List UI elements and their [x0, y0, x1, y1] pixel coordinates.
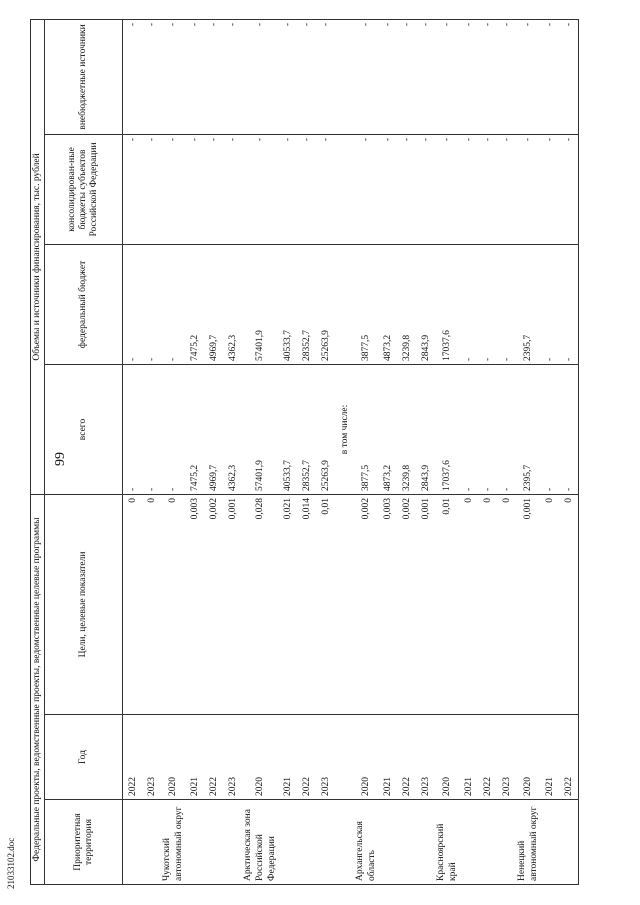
table-row [185, 19, 204, 884]
regional-budget-cell: - [559, 134, 579, 244]
federal-budget-cell: - [142, 244, 161, 364]
regional-budget-cell: - [204, 134, 223, 244]
regional-budget-cell: - [497, 134, 516, 244]
total-cell: - [540, 364, 559, 494]
goal-value-cell: 0 [123, 494, 143, 714]
extrabudgetary-cell: - [354, 19, 378, 134]
year-cell: 2022 [478, 715, 497, 800]
federal-budget-cell: 7475,2 [185, 244, 204, 364]
territory-cell [540, 800, 559, 885]
table-row [478, 19, 497, 884]
year-cell: 2023 [223, 715, 242, 800]
empty-cell [335, 244, 354, 364]
extrabudgetary-cell: - [161, 19, 185, 134]
table-row [516, 19, 540, 884]
regional-budget-cell: - [185, 134, 204, 244]
regional-budget-cell: - [459, 134, 478, 244]
table-row [497, 19, 516, 884]
territory-cell: Красноярский край [435, 800, 459, 885]
territory-cell [416, 800, 435, 885]
table-row [278, 19, 297, 884]
year-cell: 2021 [185, 715, 204, 800]
goal-value-cell: 0,002 [354, 494, 378, 714]
year-cell: 2021 [278, 715, 297, 800]
year-cell: 2023 [142, 715, 161, 800]
extrabudgetary-cell: - [185, 19, 204, 134]
col-header-territory: Приоритетная территория [45, 800, 123, 885]
goal-value-cell: 0,01 [435, 494, 459, 714]
federal-budget-cell: 40533,7 [278, 244, 297, 364]
year-cell: 2020 [242, 715, 278, 800]
goal-value-cell: 0 [497, 494, 516, 714]
year-cell: 2023 [316, 715, 335, 800]
extrabudgetary-cell: - [435, 19, 459, 134]
territory-cell [278, 800, 297, 885]
extrabudgetary-cell: - [459, 19, 478, 134]
territory-cell [204, 800, 223, 885]
regional-budget-cell: - [478, 134, 497, 244]
goal-value-cell: 0,001 [223, 494, 242, 714]
territory-cell: Ненецкий автономный округ [516, 800, 540, 885]
territory-cell [123, 800, 143, 885]
year-cell: 2022 [559, 715, 579, 800]
extrabudgetary-cell: - [142, 19, 161, 134]
regional-budget-cell: - [223, 134, 242, 244]
territory-cell [378, 800, 397, 885]
federal-budget-cell: - [540, 244, 559, 364]
total-cell: - [559, 364, 579, 494]
territory-cell: Архангельская область [354, 800, 378, 885]
year-cell: 2021 [540, 715, 559, 800]
total-cell: 40533,7 [278, 364, 297, 494]
total-cell: 7475,2 [185, 364, 204, 494]
regional-budget-cell: - [397, 134, 416, 244]
table-row [123, 19, 143, 884]
federal-budget-cell: - [478, 244, 497, 364]
extrabudgetary-cell: - [516, 19, 540, 134]
col-header-federal: федеральный бюджет [45, 244, 123, 364]
year-cell: 2022 [204, 715, 223, 800]
year-cell: 2023 [416, 715, 435, 800]
extrabudgetary-cell: - [416, 19, 435, 134]
territory-cell [223, 800, 242, 885]
table-row [416, 19, 435, 884]
total-cell: - [497, 364, 516, 494]
empty-cell [335, 494, 354, 714]
extrabudgetary-cell: - [378, 19, 397, 134]
total-cell: 4873,2 [378, 364, 397, 494]
empty-cell [335, 715, 354, 800]
table-row [223, 19, 242, 884]
header-group-financing: Объемы и источники финансирования, тыс. рублей [31, 19, 45, 494]
goal-value-cell: 0,002 [204, 494, 223, 714]
extrabudgetary-cell: - [397, 19, 416, 134]
extrabudgetary-cell: - [497, 19, 516, 134]
total-cell: - [161, 364, 185, 494]
extrabudgetary-cell: - [223, 19, 242, 134]
extrabudgetary-cell: - [478, 19, 497, 134]
regional-budget-cell: - [242, 134, 278, 244]
federal-budget-cell: - [123, 244, 143, 364]
extrabudgetary-cell: - [297, 19, 316, 134]
goal-value-cell: 0 [559, 494, 579, 714]
total-cell: 57401,9 [242, 364, 278, 494]
table-row [297, 19, 316, 884]
footer-filename: 21033102.doc [6, 837, 16, 889]
goal-value-cell: 0,002 [397, 494, 416, 714]
federal-budget-cell: 28352,7 [297, 244, 316, 364]
table-row [354, 19, 378, 884]
goal-value-cell: 0,003 [185, 494, 204, 714]
goal-value-cell: 0 [142, 494, 161, 714]
territory-cell [459, 800, 478, 885]
year-cell: 2021 [459, 715, 478, 800]
year-cell: 2020 [161, 715, 185, 800]
territory-cell [497, 800, 516, 885]
regional-budget-cell: - [435, 134, 459, 244]
regional-budget-cell: - [416, 134, 435, 244]
territory-cell [478, 800, 497, 885]
goal-value-cell: 0 [540, 494, 559, 714]
table-row [397, 19, 416, 884]
territory-cell [316, 800, 335, 885]
empty-cell [335, 19, 354, 134]
goal-value-cell: 0,021 [278, 494, 297, 714]
goal-value-cell: 0,028 [242, 494, 278, 714]
table-row [204, 19, 223, 884]
goal-value-cell: 0,001 [416, 494, 435, 714]
total-cell: - [478, 364, 497, 494]
regional-budget-cell: - [297, 134, 316, 244]
total-cell: 2395,7 [516, 364, 540, 494]
federal-budget-cell: 57401,9 [242, 244, 278, 364]
year-cell: 2021 [378, 715, 397, 800]
total-cell: 3877,5 [354, 364, 378, 494]
territory-cell [397, 800, 416, 885]
total-cell: - [142, 364, 161, 494]
year-cell: 2022 [297, 715, 316, 800]
table-row [161, 19, 185, 884]
regional-budget-cell: - [161, 134, 185, 244]
page-number: 99 [53, 452, 68, 466]
extrabudgetary-cell: - [204, 19, 223, 134]
regional-budget-cell: - [378, 134, 397, 244]
total-cell: 4969,7 [204, 364, 223, 494]
federal-budget-cell: 3239,8 [397, 244, 416, 364]
federal-budget-cell: - [161, 244, 185, 364]
federal-budget-cell: 3877,5 [354, 244, 378, 364]
federal-budget-cell: 4969,7 [204, 244, 223, 364]
table-row [142, 19, 161, 884]
financing-table [30, 19, 579, 885]
year-cell: 2022 [397, 715, 416, 800]
federal-budget-cell: 17037,6 [435, 244, 459, 364]
regional-budget-cell: - [354, 134, 378, 244]
subheader-including: в том числе: [335, 364, 354, 494]
extrabudgetary-cell: - [242, 19, 278, 134]
goal-value-cell: 0 [459, 494, 478, 714]
federal-budget-cell: 4873,2 [378, 244, 397, 364]
table-row [540, 19, 559, 884]
year-cell: 2022 [123, 715, 143, 800]
goal-value-cell: 0 [478, 494, 497, 714]
col-header-year: Год [45, 715, 123, 800]
table-row [459, 19, 478, 884]
col-header-total: всего [45, 364, 123, 494]
goal-value-cell: 0 [161, 494, 185, 714]
federal-budget-cell: - [559, 244, 579, 364]
table-row [242, 19, 278, 884]
goal-value-cell: 0,01 [316, 494, 335, 714]
extrabudgetary-cell: - [540, 19, 559, 134]
regional-budget-cell: - [540, 134, 559, 244]
territory-cell [142, 800, 161, 885]
empty-cell [335, 134, 354, 244]
total-cell: - [459, 364, 478, 494]
goal-value-cell: 0,014 [297, 494, 316, 714]
empty-cell [335, 800, 354, 885]
territory-cell [297, 800, 316, 885]
table-body [123, 19, 579, 884]
territory-cell [559, 800, 579, 885]
year-cell: 2020 [354, 715, 378, 800]
col-header-extra: внебюджетные источники [45, 19, 123, 134]
regional-budget-cell: - [516, 134, 540, 244]
federal-budget-cell: 2395,7 [516, 244, 540, 364]
table-row [378, 19, 397, 884]
goal-value-cell: 0,003 [378, 494, 397, 714]
total-cell: - [123, 364, 143, 494]
extrabudgetary-cell: - [123, 19, 143, 134]
extrabudgetary-cell: - [559, 19, 579, 134]
year-cell: 2020 [516, 715, 540, 800]
total-cell: 25263,9 [316, 364, 335, 494]
col-header-regional: консолидирован-ные бюджеты субъектов Российской Федерации [45, 134, 123, 244]
federal-budget-cell: 2843,9 [416, 244, 435, 364]
table-row [559, 19, 579, 884]
federal-budget-cell: 25263,9 [316, 244, 335, 364]
goal-value-cell: 0,001 [516, 494, 540, 714]
territory-cell [185, 800, 204, 885]
total-cell: 2843,9 [416, 364, 435, 494]
extrabudgetary-cell: - [278, 19, 297, 134]
total-cell: 17037,6 [435, 364, 459, 494]
federal-budget-cell: 4362,3 [223, 244, 242, 364]
total-cell: 28352,7 [297, 364, 316, 494]
total-cell: 3239,8 [397, 364, 416, 494]
header-group-projects: Федеральные проекты, ведомственные проекты, ведомственные целевые программы [31, 494, 45, 884]
table-row [435, 19, 459, 884]
extrabudgetary-cell: - [316, 19, 335, 134]
year-cell: 2020 [435, 715, 459, 800]
year-cell: 2023 [497, 715, 516, 800]
territory-cell: Арктическая зона Российской Федерации [242, 800, 278, 885]
total-cell: 4362,3 [223, 364, 242, 494]
federal-budget-cell: - [459, 244, 478, 364]
territory-cell: Чукотский автономный округ [161, 800, 185, 885]
regional-budget-cell: - [142, 134, 161, 244]
table-row [316, 19, 335, 884]
col-header-goal: Цели, целевые показатели [45, 494, 123, 714]
table-row [335, 19, 354, 884]
regional-budget-cell: - [316, 134, 335, 244]
regional-budget-cell: - [278, 134, 297, 244]
federal-budget-cell: - [497, 244, 516, 364]
regional-budget-cell: - [123, 134, 143, 244]
